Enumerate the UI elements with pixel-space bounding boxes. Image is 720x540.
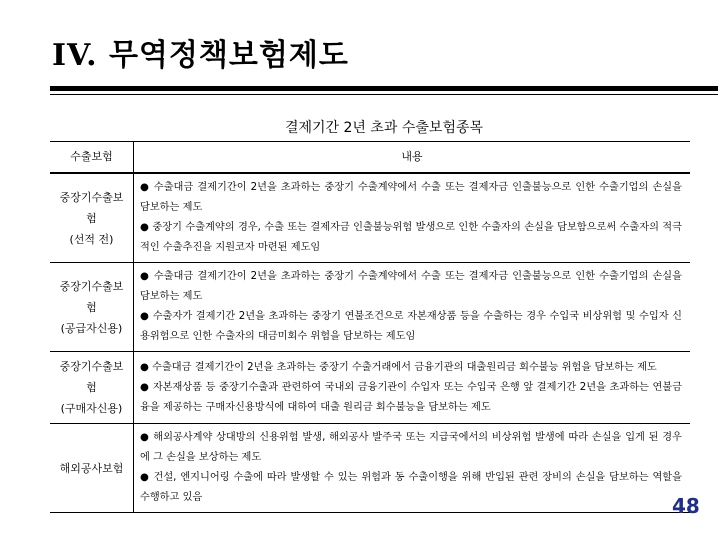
content-cell	[134, 424, 691, 513]
content-bullet: ● 수출대금 결제기간이 2년을 초과하는 중장기 수출거래에서 금융기관의 대출원리금 회수불능 위험을 담보하는 제도	[140, 361, 657, 373]
table-body	[50, 173, 690, 513]
table-row	[50, 424, 690, 513]
title-divider-thick	[50, 86, 718, 91]
content-bullet: ● 해외공사계약 상대방의 신용위험 발생, 해외공사 발주국 또는 지급국에서의 비상위험 발생에 따라 손실을 입게 된 경우에 그 손실을 보상하는 제도	[140, 432, 682, 463]
insurance-type-line: (구매자신용)	[60, 402, 123, 415]
content-bullet: ● 중장기 수출계약의 경우, 수출 또는 결제자금 인출불능위험 발생으로 인한 수출자의 손실을 담보함으로써 수출자의 적극적인 수출추진을 지원코자 마련된 제도임	[140, 222, 682, 253]
insurance-type-cell	[50, 352, 134, 424]
title-divider-thin	[50, 94, 718, 95]
content-cell	[134, 173, 691, 263]
insurance-type-cell	[50, 263, 134, 352]
slide-title: IV. 무역정책보험제도	[52, 38, 349, 73]
insurance-type-line: 중장기수출보	[59, 279, 124, 293]
page-number: 48	[672, 494, 700, 518]
insurance-type-line: 중장기수출보	[59, 360, 124, 373]
column-header-content: 내용	[134, 142, 691, 174]
content-bullet: ● 수출자가 결제기간 2년을 초과하는 중장기 연불조건으로 자본재상품 등을 수출하는 경우 수입국 비상위험 및 수입자 신용위험으로 인한 수출자의 대금미회수 위험을 담보하는 제도임	[140, 311, 682, 342]
content-bullet: ● 수출대금 결제기간이 2년을 초과하는 중장기 수출계약에서 수출 또는 결제자금 인출불능으로 인한 수출기업의 손실을 담보하는 제도	[140, 271, 682, 302]
table-row	[50, 263, 690, 352]
insurance-type-line: 중장기수출보	[59, 190, 124, 204]
insurance-table	[50, 141, 690, 513]
insurance-type-cell	[50, 424, 134, 513]
content-bullet: ● 수출대금 결제기간이 2년을 초과하는 중장기 수출계약에서 수출 또는 결제자금 인출불능으로 인한 수출기업의 손실을 담보하는 제도	[140, 182, 682, 213]
content-cell	[134, 352, 691, 424]
insurance-type-line: 험	[86, 300, 97, 314]
table-caption: 결제기간 2년 초과 수출보험종목	[284, 120, 484, 136]
table-row	[50, 352, 690, 424]
column-header-insurance: 수출보험	[50, 142, 134, 174]
insurance-type-line: 험	[86, 381, 97, 394]
insurance-type-cell	[50, 173, 134, 263]
insurance-type-line: 험	[86, 211, 97, 225]
insurance-type-line: (선적 전)	[69, 232, 114, 246]
insurance-type-line: 해외공사보험	[59, 461, 124, 475]
table-header-row	[50, 142, 690, 174]
content-bullet: ● 건설, 엔지니어링 수출에 따라 발생할 수 있는 위험과 동 수출이행을 위해 반입된 관련 장비의 손실을 담보하는 역할을 수행하고 있음	[140, 472, 682, 503]
content-bullet: ● 자본재상품 등 중장기수출과 관련하여 국내외 금융기관이 수입자 또는 수입국 은행 앞 결제기간 2년을 초과하는 연불금융을 제공하는 구매자신용방식에 대하여 대출 원리금 회수불능을 담보하는 제도	[140, 381, 682, 413]
table-row	[50, 173, 690, 263]
content-cell	[134, 263, 691, 352]
insurance-type-line: (공급자신용)	[60, 321, 123, 335]
